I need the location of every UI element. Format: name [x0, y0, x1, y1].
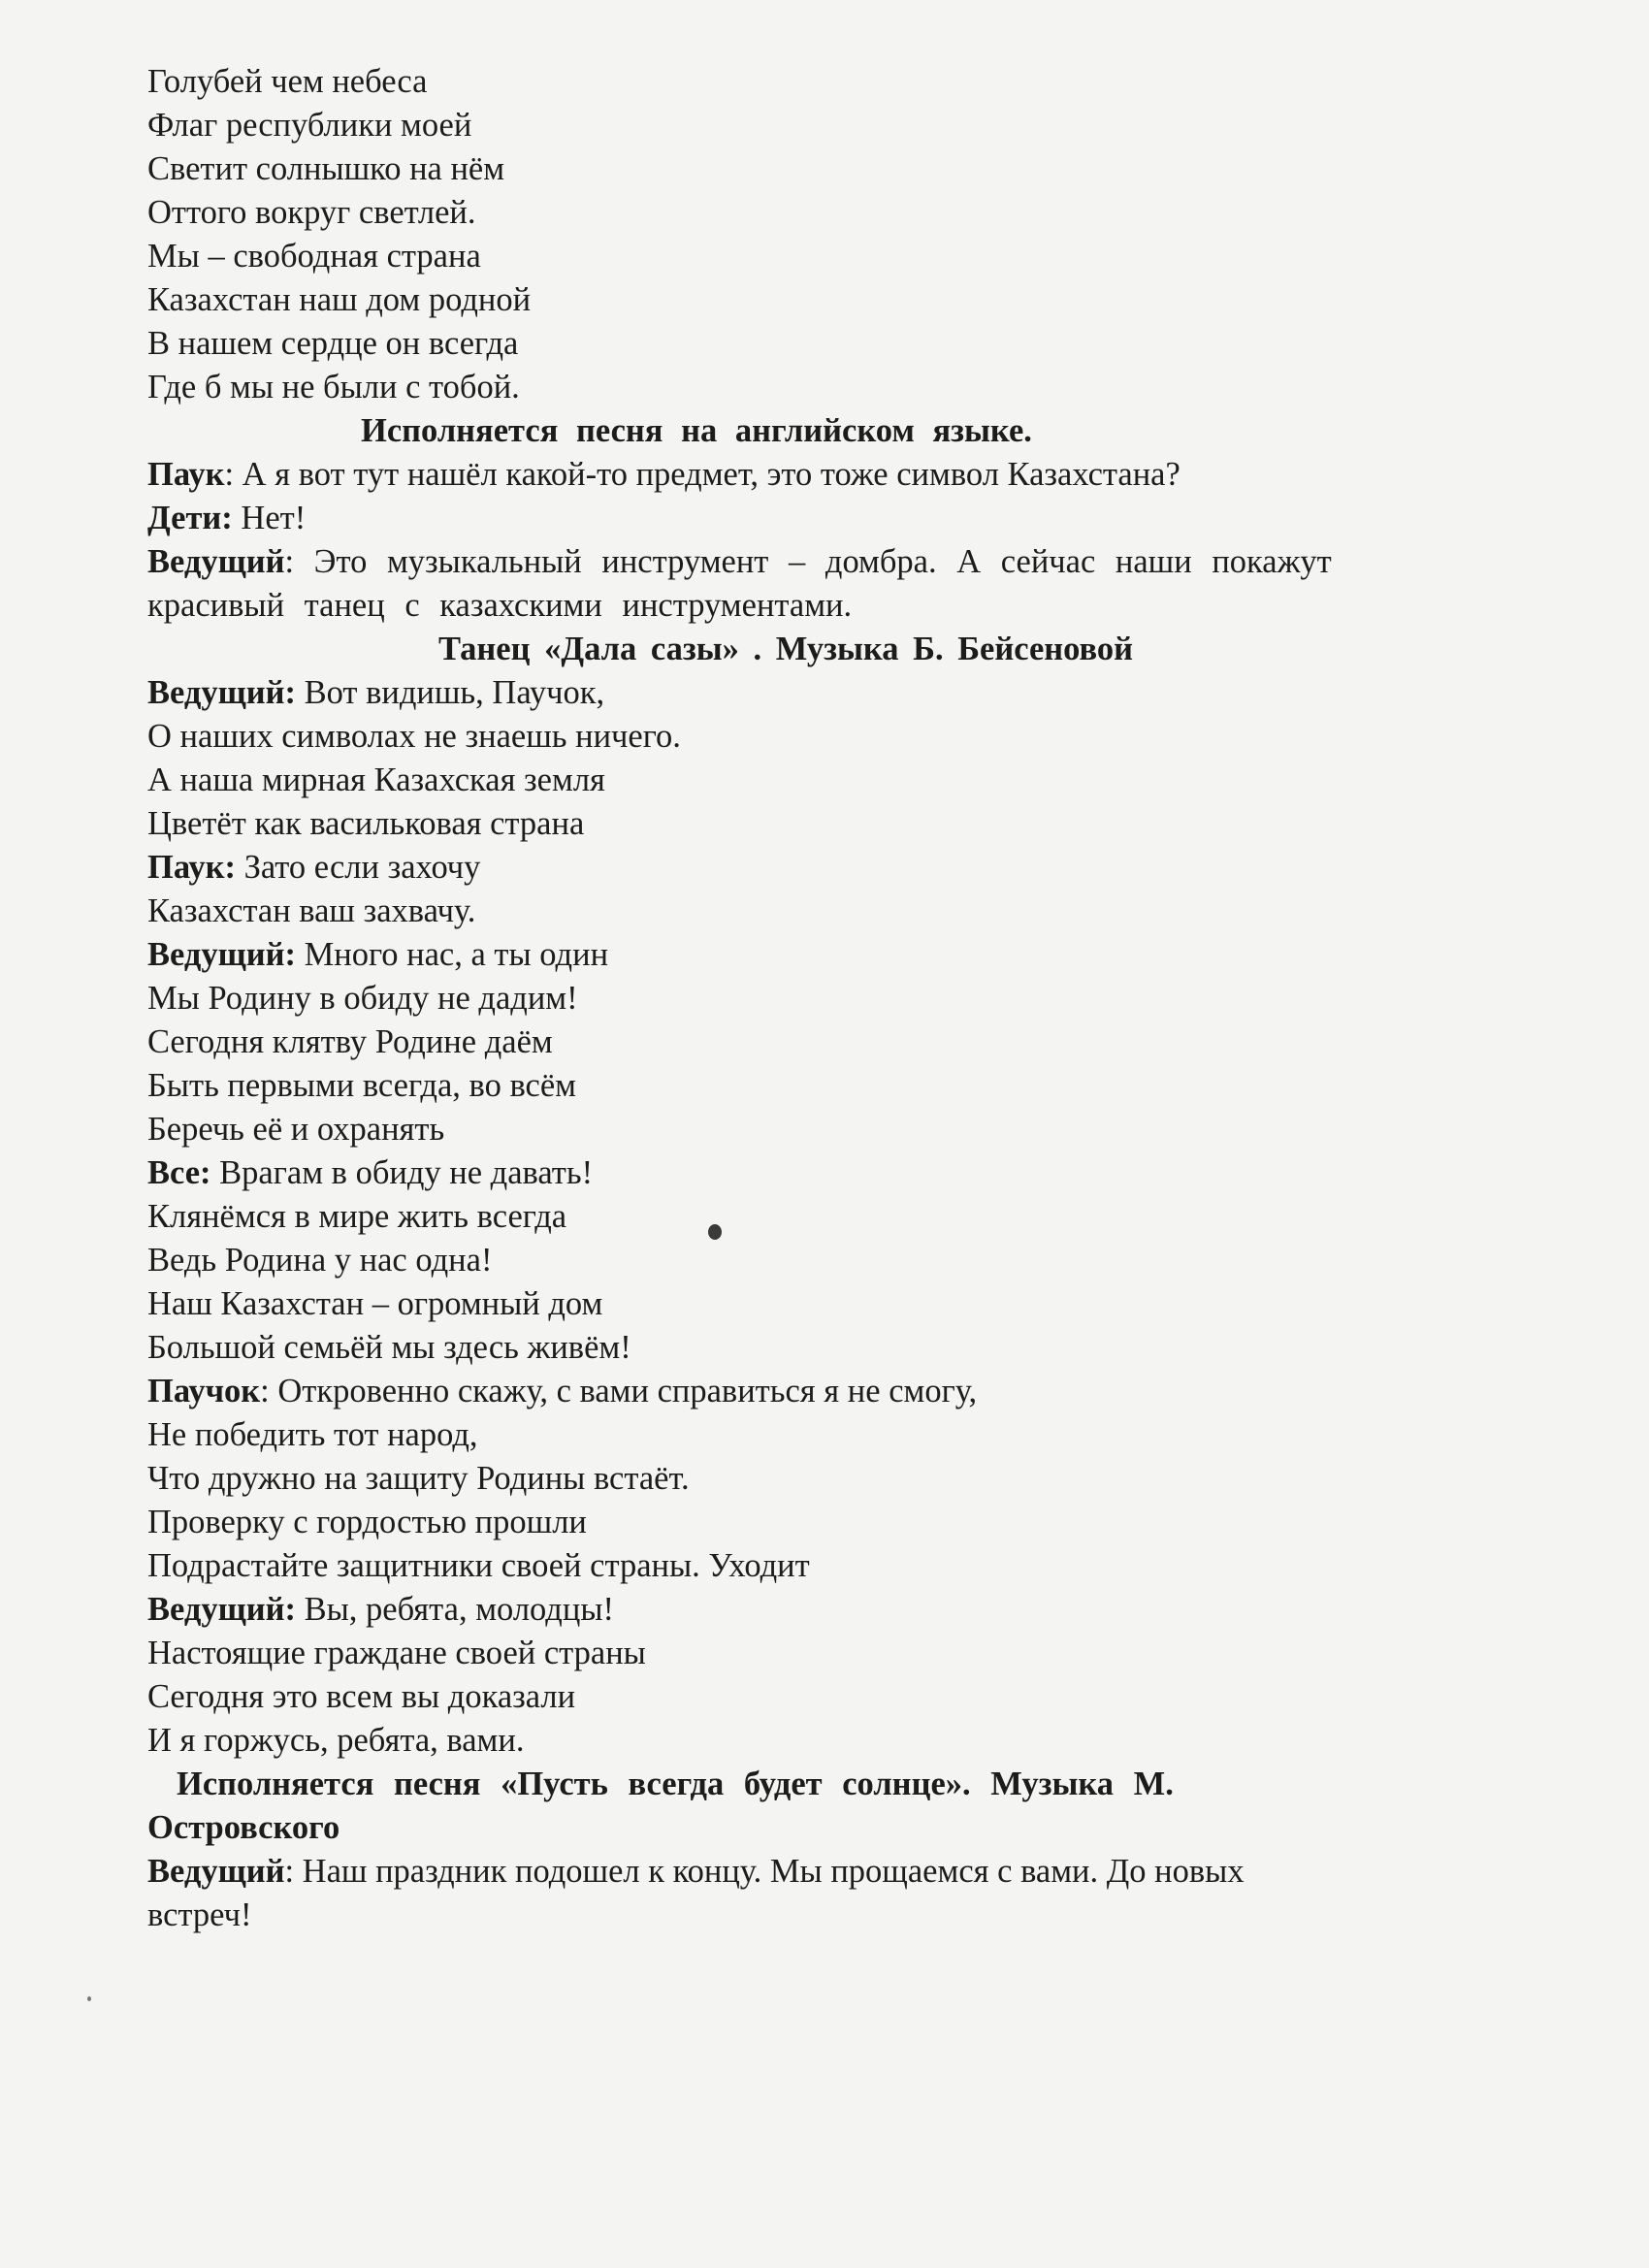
speaker-label: Паучок — [147, 1373, 261, 1409]
stage-direction-dance: Танец «Дала сазы» . Музыка Б. Бейсеновой — [438, 631, 1134, 667]
dialog-line-host — [147, 933, 1428, 977]
speaker-label: Паук — [147, 456, 225, 493]
stage-direction-song-sun-cont: Островского — [147, 1809, 340, 1846]
poem-line: Светит солнышко на нём — [147, 150, 505, 187]
speaker-label: Ведущий — [147, 1853, 285, 1890]
speech-text: Врагам в обиду не давать! — [210, 1154, 594, 1191]
document-page — [147, 60, 1428, 1937]
poem-line: Оттого вокруг светлей. — [147, 194, 476, 231]
dialog-line-host — [147, 540, 1428, 584]
speech-continuation: А наша мирная Казахская земля — [147, 761, 605, 798]
speech-continuation: Большой семьёй мы здесь живём! — [147, 1329, 631, 1366]
dialog-line-host — [147, 1588, 1428, 1632]
speech-continuation: Сегодня клятву Родине даём — [147, 1023, 553, 1060]
speaker-label: Ведущий — [147, 543, 285, 580]
speech-continuation: Быть первыми всегда, во всём — [147, 1067, 576, 1104]
stage-direction-song-english: Исполняется песня на английском языке. — [361, 412, 1032, 449]
speech-text: Вы, ребята, молодцы! — [295, 1591, 614, 1628]
poem-line: Флаг республики моей — [147, 107, 472, 144]
speech-continuation: встреч! — [147, 1896, 252, 1933]
speech-continuation: Цветёт как васильковая страна — [147, 805, 585, 842]
speech-continuation: Не победить тот народ, — [147, 1416, 478, 1453]
poem-line: Казахстан наш дом родной — [147, 281, 532, 318]
speech-continuation: красивый танец с казахскими инструментами. — [147, 587, 853, 624]
dialog-line-host-closing — [147, 1850, 1428, 1894]
speech-continuation: Казахстан ваш захвачу. — [147, 892, 476, 929]
speech-continuation: Ведь Родина у нас одна! — [147, 1242, 493, 1279]
ink-spot — [708, 1224, 722, 1240]
speech-continuation: Настоящие граждане своей страны — [147, 1635, 646, 1671]
speech-text: : А я вот тут нашёл какой-то предмет, это тоже символ Казахстана? — [224, 456, 1180, 493]
dialog-line-spiderling — [147, 1370, 1428, 1413]
dialog-line-host — [147, 671, 1428, 715]
speaker-label: Паук: — [147, 849, 236, 886]
poem-line: Мы – свободная страна — [147, 238, 481, 275]
speech-continuation: О наших символах не знаешь ничего. — [147, 718, 681, 755]
speaker-label: Ведущий: — [147, 674, 296, 711]
speech-continuation: Подрастайте защитники своей страны. Уходит — [147, 1547, 810, 1584]
speech-text: : Откровенно скажу, с вами справиться я не смогу, — [260, 1373, 978, 1409]
speech-text: Вот видишь, Паучок, — [295, 674, 605, 711]
stage-direction-song-sun: Исполняется песня «Пусть всегда будет солнце». Музыка М. — [177, 1766, 1174, 1802]
paper-speck — [87, 1996, 91, 2001]
speech-text: : Наш праздник подошел к концу. Мы прощаемся с вами. До новых — [284, 1853, 1245, 1890]
speaker-label: Ведущий: — [147, 1591, 296, 1628]
poem-line: Голубей чем небеса — [147, 63, 428, 100]
speech-continuation: Что дружно на защиту Родины встаёт. — [147, 1460, 690, 1497]
dialog-line-children — [147, 497, 1428, 540]
dialog-line-all — [147, 1151, 1428, 1195]
speaker-label: Все: — [147, 1154, 211, 1191]
speech-continuation: Клянёмся в мире жить всегда — [147, 1198, 567, 1235]
poem-line: Где б мы не были с тобой. — [147, 369, 520, 405]
dialog-line-spider — [147, 453, 1428, 497]
speech-continuation: И я горжусь, ребята, вами. — [147, 1722, 525, 1759]
dialog-line-spider — [147, 846, 1428, 890]
speech-continuation: Проверку с гордостью прошли — [147, 1504, 587, 1540]
speech-continuation: Наш Казахстан – огромный дом — [147, 1285, 603, 1322]
speaker-label: Дети: — [147, 500, 233, 536]
poem-line: В нашем сердце он всегда — [147, 325, 519, 362]
speaker-label: Ведущий: — [147, 936, 296, 973]
speech-text: Зато если захочу — [235, 849, 481, 886]
speech-continuation: Беречь её и охранять — [147, 1111, 445, 1148]
speech-text: Нет! — [232, 500, 307, 536]
speech-continuation: Сегодня это всем вы доказали — [147, 1678, 576, 1715]
speech-text: Много нас, а ты один — [295, 936, 609, 973]
speech-text: : Это музыкальный инструмент – домбра. А сейчас наши покажут — [284, 543, 1332, 580]
speech-continuation: Мы Родину в обиду не дадим! — [147, 980, 578, 1017]
